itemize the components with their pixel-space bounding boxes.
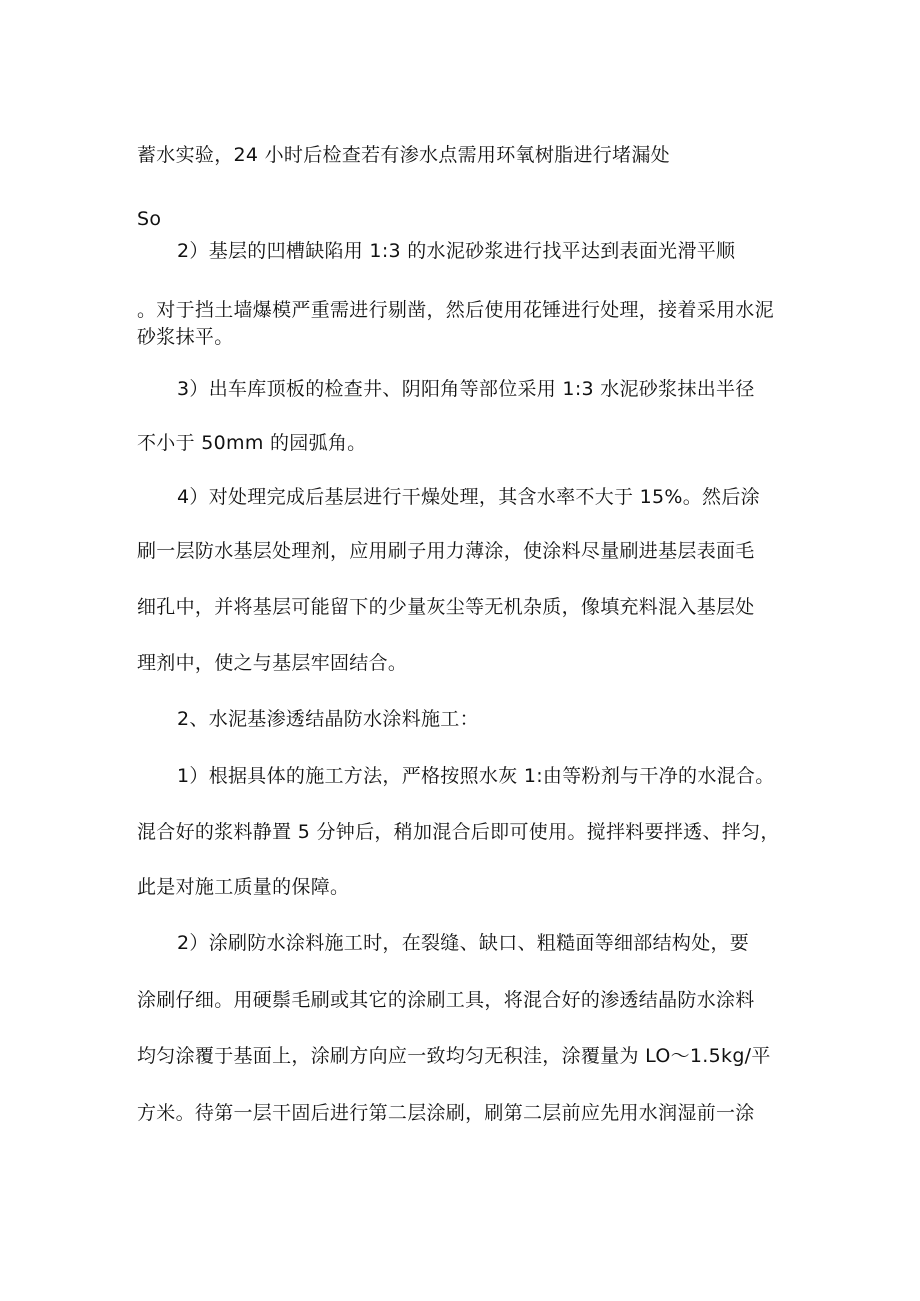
- text-line-9: 刷一层防水基层处理剂，应用刷子用力薄涂，使涂料尽量刷进基层表面毛: [137, 540, 755, 562]
- text-line-11: 理剂中，使之与基层牢固结合。: [137, 652, 408, 674]
- text-line-13: 1）根据具体的施工方法，严格按照水灰 1:由等粉剂与干净的水混合。: [177, 765, 775, 787]
- text-line-10: 细孔中，并将基层可能留下的少量灰尘等无机杂质，像填充料混入基层处: [137, 596, 755, 618]
- text-line-4: 。对于挡土墙爆模严重需进行剔凿，然后使用花锤进行处理，接着采用水泥: [137, 299, 774, 321]
- text-line-1: 蓄水实验，24 小时后检查若有渗水点需用环氧树脂进行堵漏处: [137, 144, 670, 166]
- text-line-15: 此是对施工质量的保障。: [137, 876, 350, 898]
- text-line-19: 方米。待第一层干固后进行第二层涂刷，刷第二层前应先用水润湿前一涂: [137, 1102, 755, 1124]
- text-line-16: 2）涂刷防水涂料施工时，在裂缝、缺口、粗糙面等细部结构处，要: [177, 932, 750, 954]
- text-line-6: 3）出车库顶板的检查井、阴阳角等部位采用 1:3 水泥砂浆抹出半径: [177, 378, 755, 400]
- text-line-3: 2）基层的凹槽缺陷用 1:3 的水泥砂浆进行找平达到表面光滑平顺: [177, 240, 736, 262]
- text-line-14: 混合好的浆料静置 5 分钟后，稍加混合后即可使用。搅拌料要拌透、拌匀，: [137, 821, 780, 843]
- text-line-2: So: [137, 208, 162, 230]
- text-line-8: 4）对处理完成后基层进行干燥处理，其含水率不大于 15%。然后涂: [177, 486, 760, 508]
- text-line-5: 砂浆抹平。: [137, 326, 234, 348]
- text-line-12: 2、水泥基渗透结晶防水涂料施工：: [177, 708, 479, 730]
- text-line-17: 涂刷仔细。用硬鬃毛刷或其它的涂刷工具，将混合好的渗透结晶防水涂料: [137, 989, 755, 1011]
- text-line-18: 均匀涂覆于基面上，涂刷方向应一致均匀无积洼，涂覆量为 LO～1.5kg∕平: [137, 1045, 771, 1067]
- text-line-7: 不小于 50mm 的园弧角。: [137, 432, 367, 454]
